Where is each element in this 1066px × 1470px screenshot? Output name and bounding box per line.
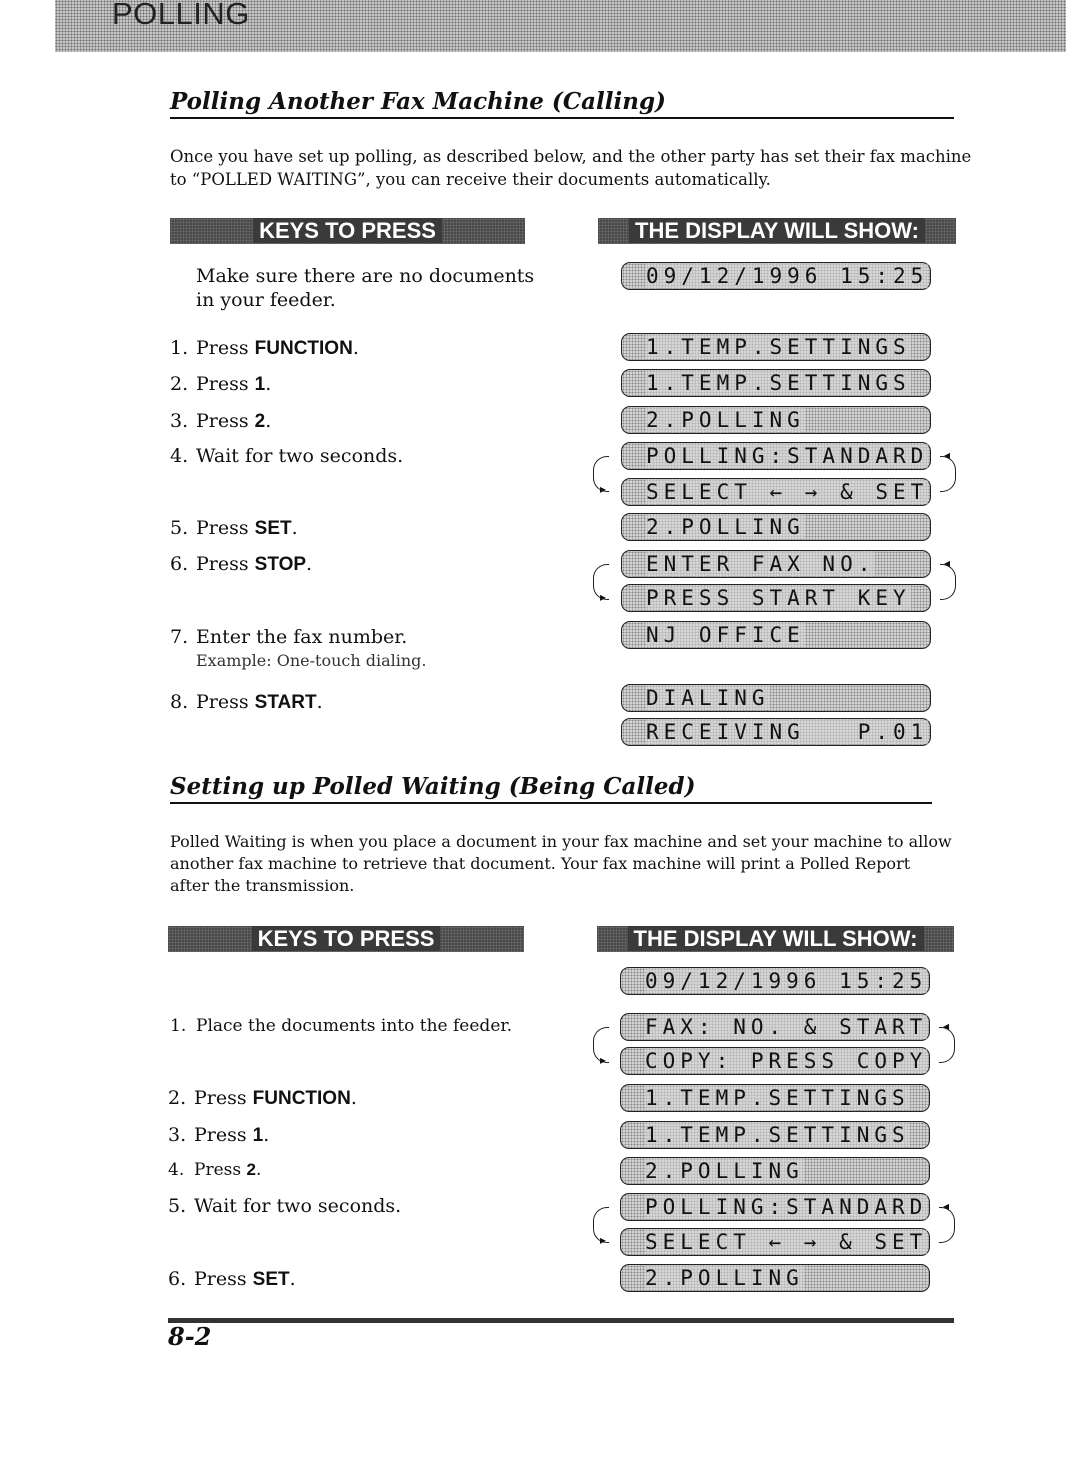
step-8: 8. Press START. (170, 691, 323, 713)
step-5: 5. Wait for two seconds. (168, 1195, 402, 1217)
intro-line: Once you have set up polling, as described below, and the other party has set their fax machine (170, 147, 972, 166)
step-5: 5. Press SET. (170, 517, 298, 539)
lcd-display: SELECT ← → & SET (620, 1228, 930, 1256)
keys-to-press-banner: KEYS TO PRESS (168, 926, 524, 952)
step-2: 2. Press FUNCTION. (168, 1087, 357, 1109)
step-7: 7. Enter the fax number. (170, 626, 408, 648)
key-label: 1 (254, 374, 266, 395)
lcd-display: PRESS START KEY (621, 584, 931, 612)
intro-line: after the transmission. (170, 876, 355, 895)
pre-note-line: in your feeder. (196, 289, 336, 311)
chapter-title: POLLING (112, 0, 250, 31)
intro-line: to “POLLED WAITING”, you can receive their documents automatically. (170, 170, 771, 189)
display-will-show-banner: THE DISPLAY WILL SHOW: (597, 926, 954, 952)
key-label: FUNCTION (254, 338, 353, 359)
lcd-display: NJ OFFICE (621, 621, 931, 649)
key-label: 1 (252, 1125, 264, 1146)
step-2: 2. Press 1. (170, 373, 272, 395)
lcd-display: 1.TEMP.SETTINGS (621, 333, 931, 361)
lcd-display: RECEIVING P.01 (621, 718, 931, 746)
key-label: SET (252, 1269, 290, 1290)
lcd-display: 2.POLLING (620, 1264, 930, 1292)
lcd-display: POLLING:STANDARD (620, 1193, 930, 1221)
step-4: 4. Press 2. (168, 1160, 262, 1180)
lcd-display: 1.TEMP.SETTINGS (620, 1084, 930, 1112)
footer-rule (168, 1318, 954, 1323)
step-6: 6. Press SET. (168, 1268, 296, 1290)
lcd-display: SELECT ← → & SET (621, 478, 931, 506)
lcd-display: 2.POLLING (620, 1157, 930, 1185)
lcd-display: COPY: PRESS COPY (620, 1047, 930, 1075)
step-1: 1. Place the documents into the feeder. (170, 1016, 513, 1036)
display-will-show-banner: THE DISPLAY WILL SHOW: (598, 218, 956, 244)
section1-intro (170, 145, 971, 191)
bracket-arrow-icon: ▸ (600, 1053, 607, 1067)
lcd-display: 1.TEMP.SETTINGS (620, 1121, 930, 1149)
section-title-polling-another: Polling Another Fax Machine (Calling) (170, 88, 954, 119)
lcd-display: 2.POLLING (621, 406, 931, 434)
bracket-arrow-icon: ◂ (943, 1019, 950, 1033)
page-number: 8-2 (168, 1322, 212, 1351)
keys-to-press-banner: KEYS TO PRESS (170, 218, 525, 244)
lcd-display: 1.TEMP.SETTINGS (621, 369, 931, 397)
step-4: 4. Wait for two seconds. (170, 445, 404, 467)
lcd-display: DIALING (621, 684, 931, 712)
section2-intro (170, 831, 952, 897)
key-label: START (254, 692, 317, 713)
lcd-display: 09/12/1996 15:25 (620, 967, 930, 995)
step-3: 3. Press 2. (170, 410, 272, 432)
intro-line: Polled Waiting is when you place a document in your fax machine and set your machine to allow (170, 832, 952, 851)
lcd-display: ENTER FAX NO. (621, 550, 931, 578)
bracket-arrow-icon: ▸ (600, 1233, 607, 1247)
bracket-arrow-icon: ◂ (944, 556, 951, 570)
bracket-arrow-icon: ◂ (944, 448, 951, 462)
step-3: 3. Press 1. (168, 1124, 270, 1146)
bracket-arrow-icon: ▸ (600, 482, 607, 496)
key-label: FUNCTION (252, 1088, 351, 1109)
lcd-display: 2.POLLING (621, 513, 931, 541)
bracket-arrow-icon: ▸ (600, 590, 607, 604)
key-label: SET (254, 518, 292, 539)
bracket-arrow-icon: ◂ (943, 1199, 950, 1213)
step-6: 6. Press STOP. (170, 553, 313, 575)
intro-line: another fax machine to retrieve that document. Your fax machine will print a Polled Report (170, 854, 911, 873)
step-1: 1. Press FUNCTION. (170, 337, 359, 359)
lcd-display: 09/12/1996 15:25 (621, 262, 931, 290)
key-label: 2 (254, 411, 266, 432)
key-label: 2 (246, 1160, 256, 1179)
key-label: STOP (254, 554, 307, 575)
lcd-display: POLLING:STANDARD (621, 442, 931, 470)
lcd-display: FAX: NO. & START (620, 1013, 930, 1041)
section-title-polled-waiting: Setting up Polled Waiting (Being Called) (170, 773, 932, 804)
step-7-note: Example: One-touch dialing. (196, 651, 427, 670)
pre-note (196, 264, 534, 312)
pre-note-line: Make sure there are no documents (196, 265, 535, 287)
